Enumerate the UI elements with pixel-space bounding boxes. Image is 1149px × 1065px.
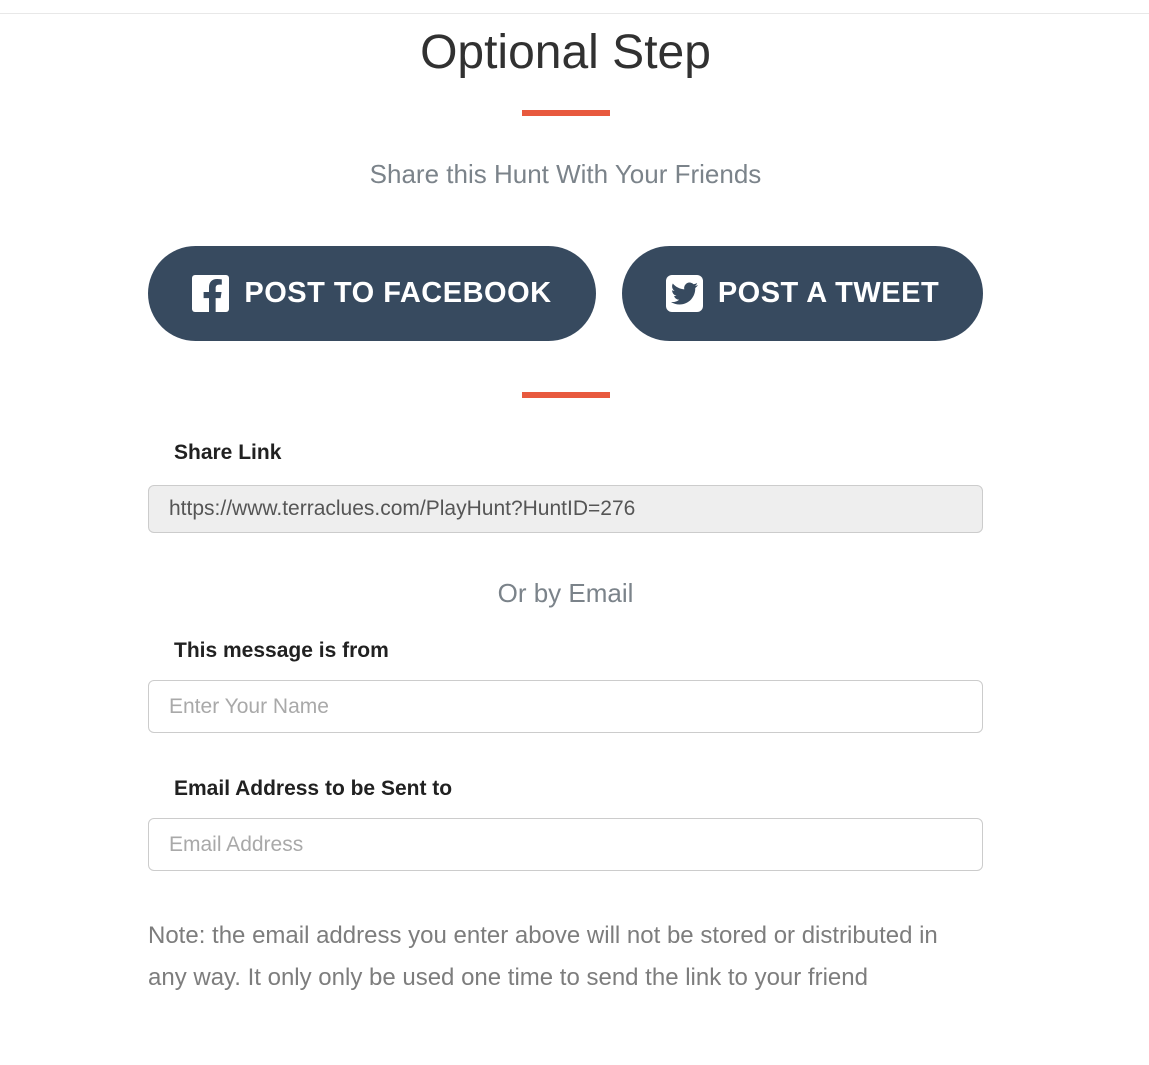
page-title: Optional Step	[420, 26, 711, 79]
or-by-email-heading: Or by Email	[497, 578, 634, 608]
twitter-icon	[666, 275, 703, 312]
social-buttons-row	[148, 246, 983, 341]
share-link-input[interactable]	[148, 485, 983, 533]
top-divider	[0, 13, 1149, 14]
tweet-button-label: POST A TWEET	[717, 277, 940, 309]
title-accent-divider	[522, 110, 610, 116]
sender-name-input[interactable]	[148, 680, 983, 733]
privacy-note: Note: the email address you enter above will not be stored or distributed in any way. It only only be used one time to send the link to your friend	[148, 922, 938, 991]
email-address-label: Email Address to be Sent to	[174, 777, 453, 800]
facebook-button-label: POST TO FACEBOOK	[244, 277, 552, 309]
recipient-email-input[interactable]	[148, 818, 983, 871]
section-accent-divider	[522, 392, 610, 398]
share-link-label: Share Link	[174, 441, 282, 464]
facebook-icon	[192, 275, 229, 312]
optional-step-section	[148, 22, 983, 999]
post-to-facebook-button[interactable]	[148, 246, 596, 341]
message-from-label: This message is from	[174, 639, 389, 662]
post-a-tweet-button[interactable]	[622, 246, 983, 341]
share-subtitle: Share this Hunt With Your Friends	[369, 159, 762, 189]
